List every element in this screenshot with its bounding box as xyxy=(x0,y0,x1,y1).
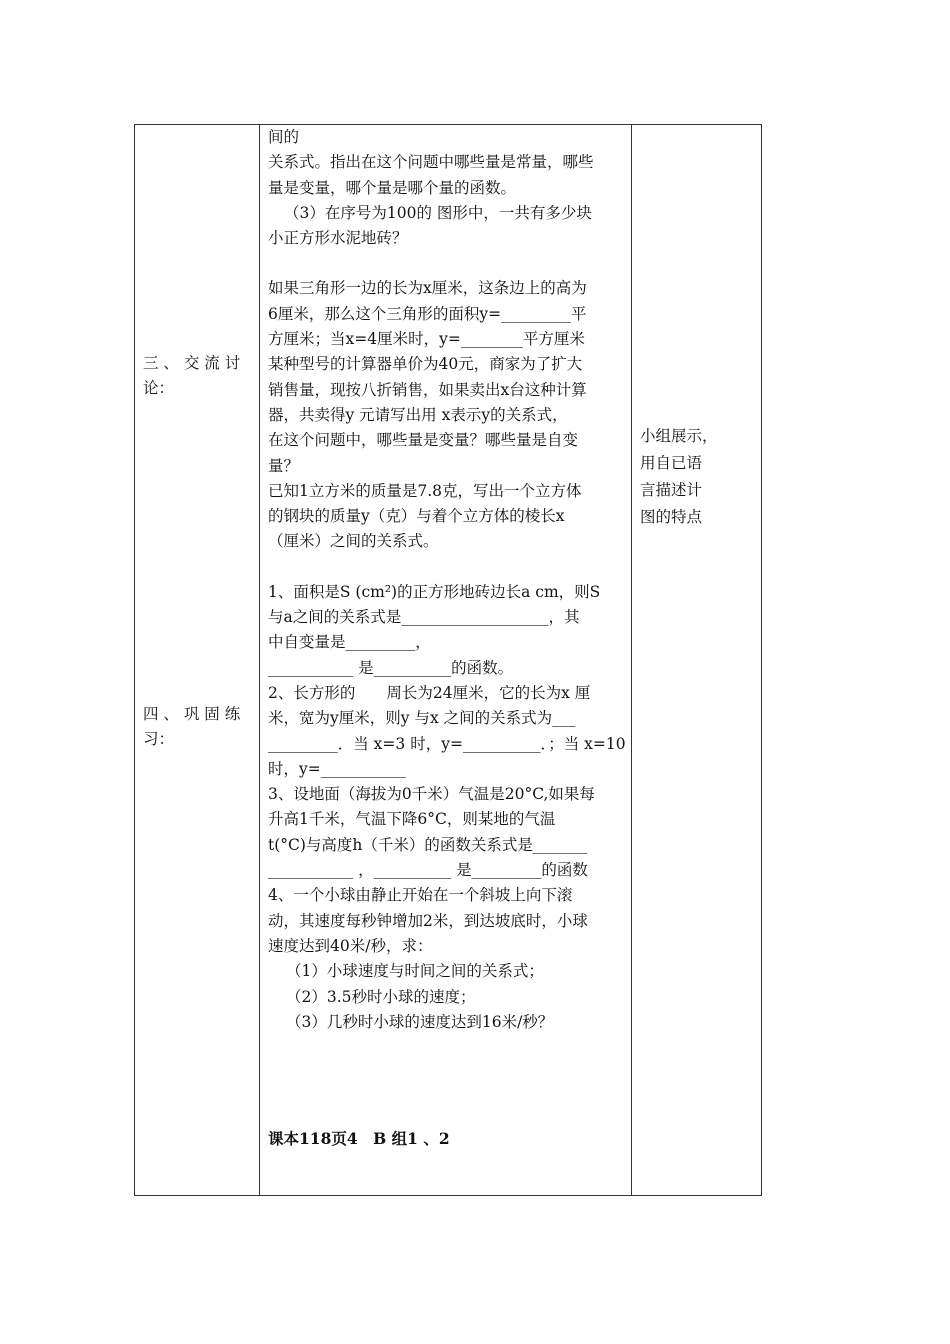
section4-label-line1: 四 、 巩 固 练 xyxy=(143,705,241,723)
text-line: 速度达到40米/秒，求： xyxy=(268,936,433,955)
text-line: 时，y=___________ xyxy=(268,759,406,778)
text-line: （厘米）之间的关系式。 xyxy=(268,532,439,551)
text-line: 的钢块的质量y（克）与着个立方体的棱长x xyxy=(268,507,565,526)
text-line: 升高1千米，气温下降6°C，则某地的气温 xyxy=(268,810,556,829)
text-line: 4、一个小球由静止开始在一个斜坡上向下滚 xyxy=(268,886,573,905)
section3-label-line1: 三 、 交 流 讨 xyxy=(143,354,241,372)
note-line: 小组展示， xyxy=(640,427,718,445)
text-line: 2、长方形的 周长为24厘米，它的长为x 厘 xyxy=(268,683,591,702)
text-line: 某种型号的计算器单价为40元，商家为了扩大 xyxy=(268,355,583,374)
text-line: 已知1立方米的质量是7.8克，写出一个立方体 xyxy=(268,481,582,500)
text-line: 量是变量，哪个量是哪个量的函数。 xyxy=(268,178,517,197)
section4-label xyxy=(143,702,253,752)
text-line: t(°C)与高度h（千米）的函数关系式是_______ xyxy=(268,835,588,854)
text-line: 量？ xyxy=(268,456,300,475)
text-line: 6厘米，那么这个三角形的面积y=_________平 xyxy=(268,304,587,323)
text-line: 小正方形水泥地砖？ xyxy=(268,229,408,248)
text-line: 米，宽为y厘米，则y 与x 之间的关系式为___ xyxy=(268,709,576,728)
text-line: 如果三角形一边的长为x厘米，这条边上的高为 xyxy=(268,279,587,298)
note-line: 图的特点 xyxy=(640,508,703,526)
text-line: 方厘米；当x=4厘米时，y=________平方厘米 xyxy=(268,330,585,349)
text-line: 1、面积是S (cm²)的正方形地砖边长a cm，则S xyxy=(268,582,601,601)
notes-column xyxy=(640,423,740,531)
text-line: （2）3.5秒时小球的速度； xyxy=(286,987,476,1006)
text-line: （1）小球速度与时间之间的关系式； xyxy=(286,962,544,981)
column-divider xyxy=(631,125,632,1195)
text-line: 间的 xyxy=(268,128,300,146)
text-line: 销售量，现按八折销售，如果卖出x台这种计算 xyxy=(268,380,587,399)
text-line: （3）几秒时小球的速度达到16米/秒？ xyxy=(286,1012,554,1031)
text-line: _________．当 x=3 时，y=__________．；当 x=10 xyxy=(268,734,626,753)
text-line: 在这个问题中，哪些量是变量？哪些量是自变 xyxy=(268,431,579,450)
text-line: （3）在序号为100的 图形中，一共有多少块 xyxy=(284,203,592,222)
text-line: ___________ 是__________的函数。 xyxy=(268,658,514,677)
text-line: ___________ ，__________ 是_________的函数 xyxy=(268,861,588,880)
text-line: 器，共卖得y 元请写出用 x表示y的关系式， xyxy=(268,405,568,424)
column-divider xyxy=(259,125,260,1195)
homework-line: 课本118页4 B 组1 、2 xyxy=(268,1129,450,1149)
lesson-table xyxy=(134,124,762,1196)
note-line: 用自已语 xyxy=(640,454,703,472)
text-line: 关系式。指出在这个问题中哪些量是常量，哪些 xyxy=(268,153,594,172)
note-line: 言描述计 xyxy=(640,481,703,499)
text-line: 与a之间的关系式是___________________，其 xyxy=(268,608,580,627)
text-line: 3、设地面（海拔为0千米）气温是20°C,如果每 xyxy=(268,785,595,804)
section3-label xyxy=(143,351,253,401)
content-column xyxy=(268,125,624,1151)
section4-label-line2: 习： xyxy=(143,730,175,748)
text-line: 动，其速度每秒钟增加2米，到达坡底时，小球 xyxy=(268,911,588,930)
section3-label-line2: 论： xyxy=(143,379,175,397)
text-line: 中自变量是_________， xyxy=(268,633,431,652)
